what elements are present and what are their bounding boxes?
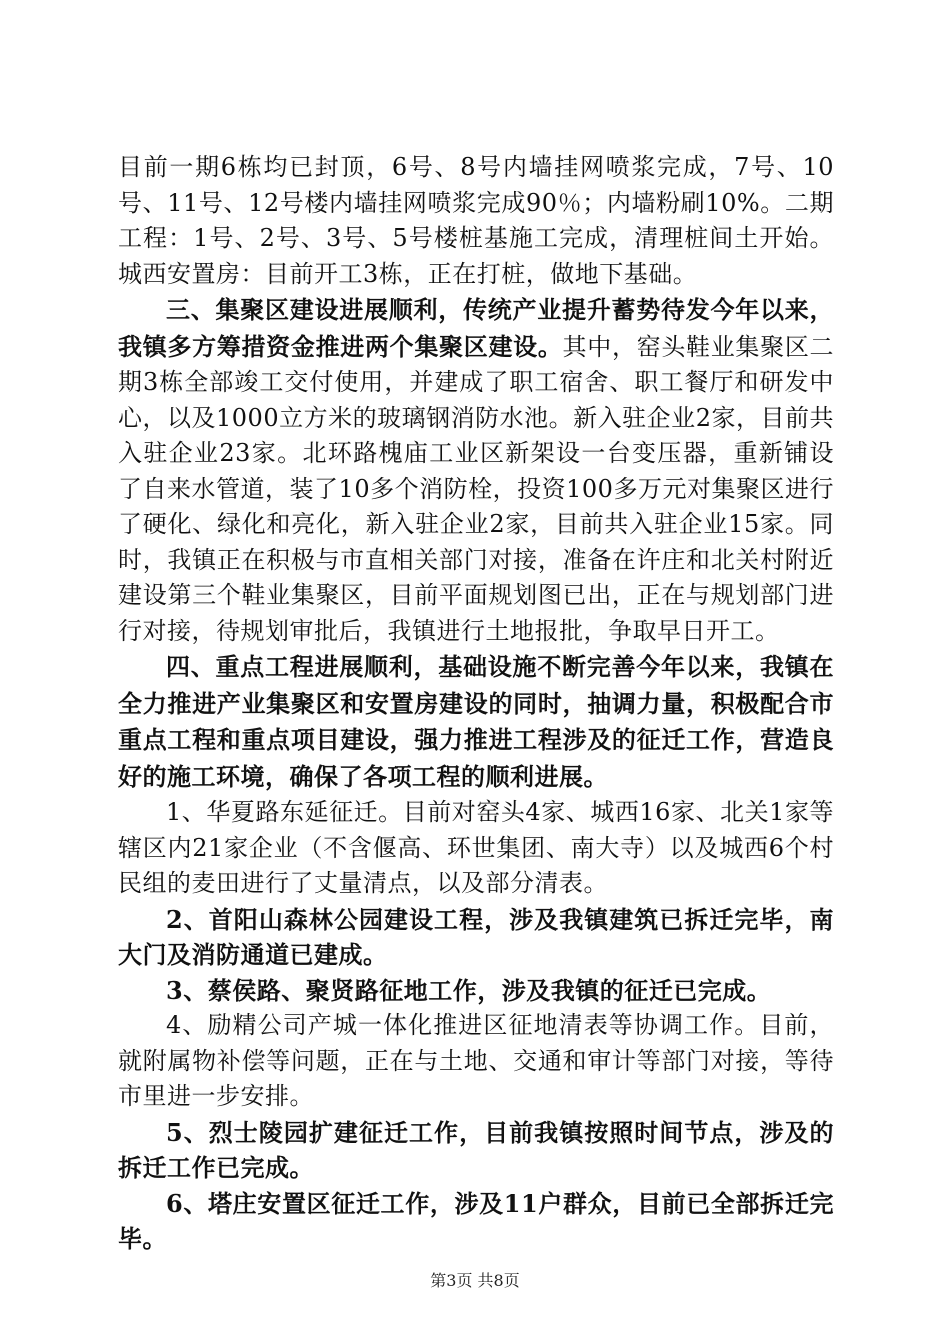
paragraph-text: 4、励精公司产城一体化推进区征地清表等协调工作。目前，就附属物补偿等问题，正在与土地、交通和审计等部门对接，等待市里进一步安排。 <box>118 1011 834 1110</box>
paragraph-text: 其中，窑头鞋业集聚区二期3栋全部竣工交付使用，并建成了职工宿舍、职工餐厅和研发中心，以及1000立方米的玻璃钢消防水池。新入驻企业2家，目前共入驻企业23家。北环路槐庙工业区新架设一台变压器，重新铺设了自来水管道，装了10多个消防栓，投资100多万元对集聚区进行了硬化、绿化和亮化，新入驻企业2家，目前共入驻企业15家。同时，我镇正在积极与市直相关部门对接，准备在许庄和北关村附近建设第三个鞋业集聚区，目前平面规划图已出，正在与规划部门进行对接，待规划审批后，我镇进行土地报批，争取早日开工。 <box>118 332 835 645</box>
paragraph-1 <box>118 150 834 292</box>
list-item-3 <box>118 973 834 1009</box>
paragraph-text: 5、烈士陵园扩建征迁工作，目前我镇按照时间节点，涉及的拆迁工作已完成。 <box>118 1117 834 1182</box>
section-heading: 四、重点工程进展顺利，基础设施不断完善今年以来，我镇在全力推进产业集聚区和安置房建设的同时，抽调力量，积极配合市重点工程和重点项目建设，强力推进工程涉及的征迁工作，营造良好的施工环境，确保了各项工程的顺利进展。 <box>118 652 834 791</box>
paragraph-text: 2、首阳山森林公园建设工程，涉及我镇建筑已拆迁完毕，南大门及消防通道已建成。 <box>118 904 834 969</box>
list-item-1 <box>118 795 834 902</box>
paragraph-text: 目前一期6栋均已封顶，6号、8号内墙挂网喷浆完成，7号、10号、11号、12号楼内墙挂网喷浆完成90％；内墙粉刷10%。二期工程：1号、2号、3号、5号楼桩基施工完成，清理桩间土开始。城西安置房：目前开工3栋，正在打桩，做地下基础。 <box>118 153 834 288</box>
paragraph-2 <box>118 292 834 649</box>
list-item-4 <box>118 1008 834 1115</box>
list-item-2 <box>118 902 834 973</box>
paragraph-text: 1、华夏路东延征迁。目前对窑头4家、城西16家、北关1家等辖区内21家企业（不含偃高、环世集团、南大寺）以及城西6个村民组的麦田进行了丈量清点，以及部分清表。 <box>118 798 834 897</box>
list-item-5 <box>118 1115 834 1186</box>
section-heading: 三、集聚区建设进展顺利，传统产业提升蓄势待发今年以来，我镇多方筹措资金推进两个集聚区建设。 <box>118 295 834 361</box>
page-number: 第3页 共8页 <box>430 1271 520 1290</box>
paragraph-3 <box>118 649 834 795</box>
list-item-6 <box>118 1186 834 1257</box>
paragraph-text: 6、塔庄安置区征迁工作，涉及11户群众，目前已全部拆迁完毕。 <box>118 1188 834 1253</box>
paragraph-text: 3、蔡侯路、聚贤路征地工作，涉及我镇的征迁已完成。 <box>166 975 772 1005</box>
document-body <box>118 150 834 1257</box>
